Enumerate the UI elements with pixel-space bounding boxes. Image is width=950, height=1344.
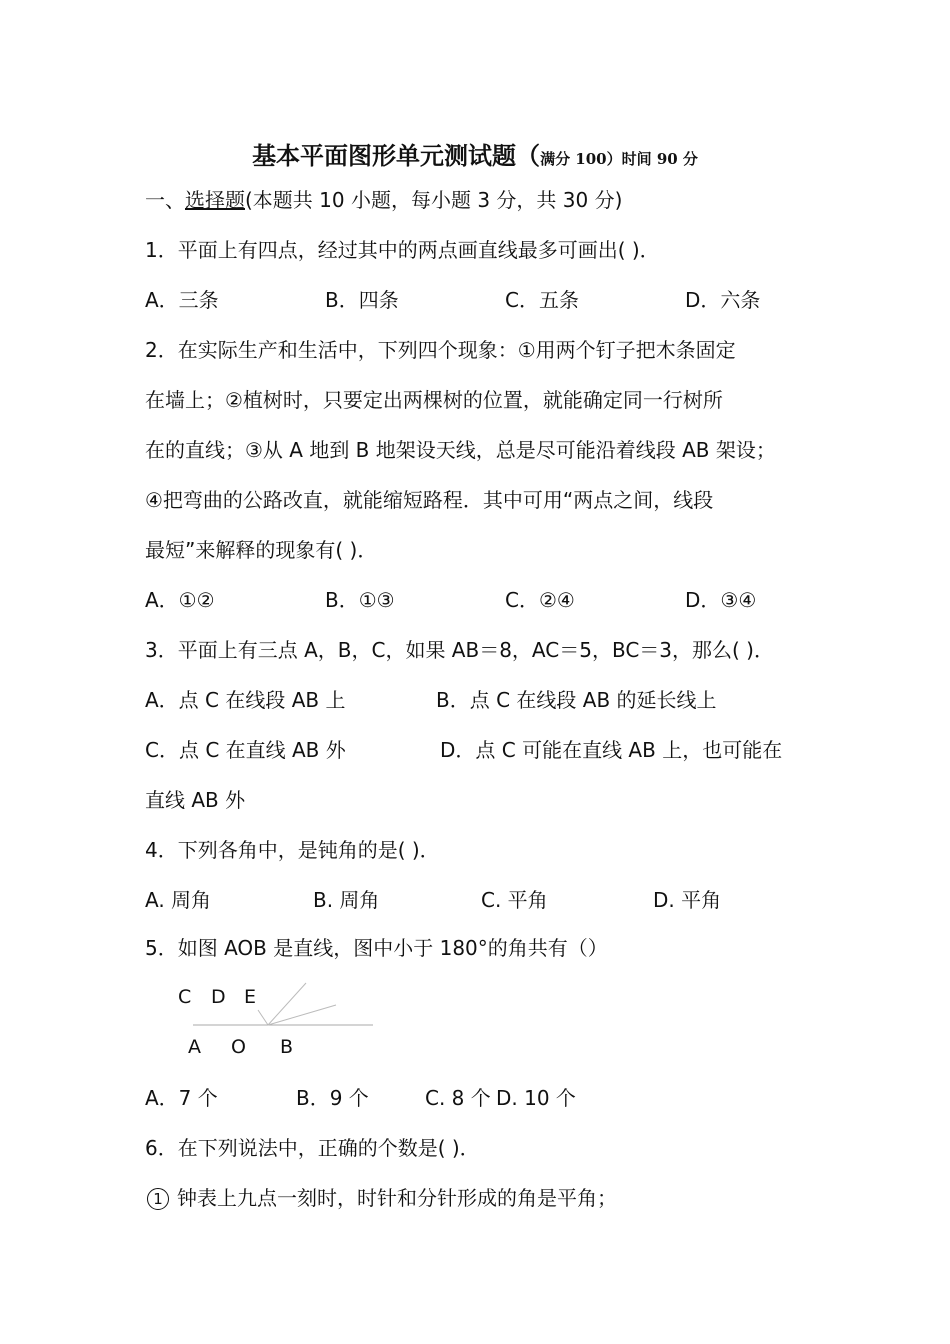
- question-6: 6．在下列说法中，正确的个数是( )．: [145, 1136, 480, 1160]
- label-d: D: [211, 986, 226, 1008]
- label-e: E: [244, 986, 257, 1008]
- q3-option-b: B．点 C 在线段 AB 的延长线上: [436, 688, 717, 712]
- title-main: 基本平面图形单元测试题（: [252, 141, 541, 170]
- q4-option-b: B. 周角: [313, 888, 380, 912]
- question-2-line-5: 最短”来解释的现象有( )．: [145, 538, 378, 562]
- question-3: 3．平面上有三点 A，B，C，如果 AB＝8，AC＝5，BC＝3，那么( )．: [145, 638, 774, 662]
- label-a: A: [188, 1036, 201, 1058]
- label-c: C: [178, 986, 192, 1008]
- q1-option-a: A．三条: [145, 288, 219, 312]
- question-2-line-2: 在墙上；②植树时，只要定出两棵树的位置，就能确定同一行树所: [145, 388, 723, 412]
- q3-option-d: D．点 C 可能在直线 AB 上，也可能在: [440, 738, 783, 762]
- q5-option-b: B．9 个: [296, 1086, 369, 1110]
- question-2-line-3: 在的直线；③从 A 地到 B 地架设天线，总是尽可能沿着线段 AB 架设；: [145, 438, 776, 462]
- q4-option-a: A. 周角: [145, 888, 212, 912]
- section-heading: [145, 186, 622, 214]
- q6-item-1: [147, 1184, 617, 1212]
- section-suffix: (本题共 10 小题，每小题 3 分，共 30 分): [245, 188, 623, 212]
- question-2-line-4: ④把弯曲的公路改直，就能缩短路程．其中可用“两点之间，线段: [145, 488, 714, 512]
- q1-option-c: C．五条: [505, 288, 579, 312]
- ray-od: [268, 983, 306, 1025]
- q3-option-a: A．点 C 在线段 AB 上: [145, 688, 346, 712]
- q4-option-c: C. 平角: [481, 888, 548, 912]
- q2-option-c: C．②④: [505, 588, 575, 612]
- page-title: [0, 136, 950, 171]
- title-time: 时间 90 分: [621, 150, 698, 168]
- q3-option-c: C．点 C 在直线 AB 外: [145, 738, 346, 762]
- section-link[interactable]: 选择题: [185, 188, 245, 212]
- q1-option-d: D．六条: [685, 288, 761, 312]
- q2-option-a: A．①②: [145, 588, 215, 612]
- q2-option-d: D．③④: [685, 588, 757, 612]
- title-score: 满分 100）: [540, 150, 622, 168]
- question-2-line-1: 2．在实际生产和生活中，下列四个现象：①用两个钉子把木条固定: [145, 338, 736, 362]
- q5-option-c: C. 8 个: [425, 1086, 491, 1110]
- q5-option-d: D. 10 个: [496, 1086, 576, 1110]
- question-5: 5．如图 AOB 是直线，图中小于 180°的角共有（）: [145, 936, 608, 960]
- q5-option-a: A．7 个: [145, 1086, 218, 1110]
- question-1: 1．平面上有四点，经过其中的两点画直线最多可画出( )．: [145, 238, 660, 262]
- q1-option-b: B．四条: [325, 288, 399, 312]
- ray-oc: [258, 1010, 268, 1025]
- label-b: B: [280, 1036, 294, 1058]
- ray-oe: [268, 1005, 336, 1025]
- q4-option-d: D. 平角: [653, 888, 722, 912]
- section-prefix: 一、: [145, 188, 185, 212]
- label-o: O: [231, 1036, 246, 1058]
- q2-option-b: B．①③: [325, 588, 395, 612]
- circled-number-1: 1: [147, 1188, 169, 1210]
- question-4: 4．下列各角中，是钝角的是( )．: [145, 838, 440, 862]
- q6-item-1-text: 钟表上九点一刻时，时针和分针形成的角是平角；: [177, 1186, 617, 1210]
- q3-option-d-continuation: 直线 AB 外: [145, 788, 246, 812]
